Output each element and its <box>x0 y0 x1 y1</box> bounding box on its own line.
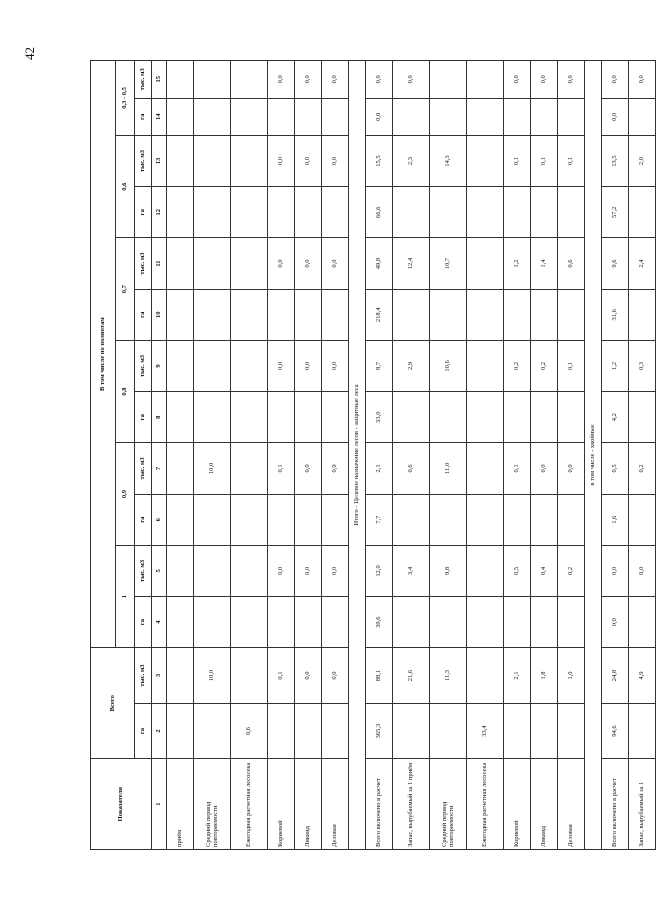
table-cell <box>295 597 322 648</box>
table-cell: 24,8 <box>602 648 629 704</box>
forest-calculation-table <box>90 60 656 850</box>
table-cell: 88,1 <box>366 648 393 704</box>
table-cell <box>467 648 504 704</box>
table-cell <box>393 392 430 443</box>
table-cell: 0,0 <box>322 238 349 289</box>
table-cell: 0,0 <box>268 61 295 99</box>
table-cell: 15,5 <box>366 135 393 186</box>
table-cell <box>322 289 349 340</box>
table-cell <box>322 494 349 545</box>
table-cell: 4,2 <box>602 392 629 443</box>
header-density-group: 0,9 <box>116 443 135 545</box>
table-row <box>231 61 268 850</box>
table-cell: 0,1 <box>531 135 558 186</box>
table-cell: 4,9 <box>629 648 656 704</box>
table-cell: 2,1 <box>504 648 531 704</box>
table-cell <box>231 98 268 135</box>
table-cell: 0,0 <box>629 61 656 99</box>
table-cell <box>504 392 531 443</box>
table-cell: 218,4 <box>366 289 393 340</box>
table-cell <box>167 135 194 186</box>
table-cell: 0,2 <box>629 443 656 494</box>
table-cell <box>504 289 531 340</box>
unit-thou-m3-header: тыс. м3 <box>135 61 152 99</box>
table-cell: 0,0 <box>295 648 322 704</box>
unit-thou-m3-header: тыс. м3 <box>135 443 152 494</box>
table-row <box>467 61 504 850</box>
table-cell <box>231 187 268 238</box>
table-cell <box>231 494 268 545</box>
column-number: 6 <box>152 494 167 545</box>
table-cell: 0,4 <box>531 545 558 596</box>
unit-ha-header: га <box>135 494 152 545</box>
header-density-group: 0,8 <box>116 340 135 442</box>
table-cell: 0,0 <box>393 61 430 99</box>
table-row <box>393 61 430 850</box>
table-cell: 13,5 <box>602 135 629 186</box>
table-cell: 0,1 <box>268 648 295 704</box>
table-row <box>558 61 585 850</box>
table-cell <box>231 289 268 340</box>
table-cell: 0,0 <box>295 238 322 289</box>
row-label: Всего включено в расчет <box>602 759 629 850</box>
column-number: 3 <box>152 648 167 704</box>
table-cell: 0,0 <box>295 443 322 494</box>
table-cell <box>167 597 194 648</box>
table-cell <box>167 703 194 759</box>
table-cell <box>393 98 430 135</box>
header-indicators: Показатели <box>91 759 152 850</box>
column-number: 1 <box>152 759 167 850</box>
table-cell: 0,0 <box>322 61 349 99</box>
table-cell: 21,6 <box>393 648 430 704</box>
table-cell <box>167 648 194 704</box>
table-cell: 0,0 <box>504 61 531 99</box>
table-cell <box>531 703 558 759</box>
table-cell: 14,3 <box>430 135 467 186</box>
table-cell <box>467 187 504 238</box>
section-row <box>585 61 602 850</box>
table-cell: 0,2 <box>558 545 585 596</box>
table-cell <box>194 289 231 340</box>
column-number: 13 <box>152 135 167 186</box>
table-cell <box>531 187 558 238</box>
table-cell: 11,3 <box>430 648 467 704</box>
unit-ha-header: га <box>135 703 152 759</box>
table-cell <box>231 597 268 648</box>
table-cell <box>167 238 194 289</box>
table-cell <box>322 703 349 759</box>
table-cell <box>194 61 231 99</box>
unit-ha-header: га <box>135 289 152 340</box>
table-cell: 0,0 <box>366 98 393 135</box>
column-number: 4 <box>152 597 167 648</box>
table-cell <box>558 494 585 545</box>
table-cell <box>430 98 467 135</box>
table-cell <box>231 238 268 289</box>
table-cell <box>430 289 467 340</box>
header-by-density: В том числе по полнотам <box>91 61 116 648</box>
table-cell: 31,6 <box>602 289 629 340</box>
table-cell <box>295 187 322 238</box>
table-cell: 0,3 <box>629 340 656 391</box>
table-cell: 0,2 <box>531 340 558 391</box>
row-label: Корневой <box>504 759 531 850</box>
table-cell <box>167 545 194 596</box>
table-cell: 2,1 <box>366 443 393 494</box>
table-cell <box>629 98 656 135</box>
table-cell: 0,0 <box>268 545 295 596</box>
table-cell <box>393 597 430 648</box>
table-cell: 0,0 <box>322 135 349 186</box>
header-density-group: 0,3 - 0,5 <box>116 61 135 136</box>
column-number: 10 <box>152 289 167 340</box>
row-label: Корневой <box>268 759 295 850</box>
table-cell <box>231 61 268 99</box>
section-title: Итого - Целевое назначение лесов - защитные леса <box>349 61 366 850</box>
header-density-group: 0,6 <box>116 135 135 237</box>
row-label: Деловая <box>322 759 349 850</box>
table-cell <box>194 545 231 596</box>
table-cell: 365,3 <box>366 703 393 759</box>
table-cell <box>295 289 322 340</box>
table-cell: 0,0 <box>531 61 558 99</box>
column-number: 5 <box>152 545 167 596</box>
table-cell <box>295 392 322 443</box>
table-cell: 0,0 <box>268 238 295 289</box>
table-cell <box>430 597 467 648</box>
unit-ha-header: га <box>135 187 152 238</box>
table-cell: 0,0 <box>602 597 629 648</box>
column-number: 7 <box>152 443 167 494</box>
table-cell <box>467 443 504 494</box>
row-label: Ежегодная расчетная лесосека <box>231 759 268 850</box>
table-cell: 0,0 <box>322 340 349 391</box>
table-cell <box>467 135 504 186</box>
table-cell: 0,0 <box>268 340 295 391</box>
table-cell <box>629 187 656 238</box>
table-cell <box>194 703 231 759</box>
table-cell: 0,0 <box>602 98 629 135</box>
row-label: приём <box>167 759 194 850</box>
table-cell <box>268 98 295 135</box>
page-number: 42 <box>22 47 37 60</box>
table-cell <box>231 545 268 596</box>
table-cell <box>467 597 504 648</box>
table-cell <box>268 703 295 759</box>
table-cell: 0,1 <box>268 443 295 494</box>
table-cell <box>231 443 268 494</box>
table-cell <box>231 135 268 186</box>
table-cell <box>629 597 656 648</box>
table-cell <box>467 494 504 545</box>
table-cell <box>430 703 467 759</box>
table-cell: 0,0 <box>629 545 656 596</box>
table-cell: 0,1 <box>504 135 531 186</box>
table-cell <box>504 703 531 759</box>
table-cell: 3,4 <box>393 545 430 596</box>
table-cell: 1,6 <box>602 494 629 545</box>
table-cell: 0,1 <box>558 135 585 186</box>
table-cell <box>531 392 558 443</box>
table-cell: 0,0 <box>366 61 393 99</box>
column-number: 12 <box>152 187 167 238</box>
table-cell <box>322 98 349 135</box>
table-cell <box>268 597 295 648</box>
table-cell <box>393 289 430 340</box>
table-cell <box>467 545 504 596</box>
table-cell <box>504 98 531 135</box>
table-cell: 0,0 <box>295 135 322 186</box>
table-cell <box>167 494 194 545</box>
table-cell <box>167 392 194 443</box>
table-cell: 0,0 <box>295 61 322 99</box>
table-row <box>194 61 231 850</box>
table-cell <box>629 392 656 443</box>
table-cell <box>167 340 194 391</box>
row-label: Ежегодная расчетная лесосека <box>467 759 504 850</box>
row-label: Запас, вырубаемый за 1 приём <box>393 759 430 850</box>
unit-thou-m3-header: тыс. м3 <box>135 648 152 704</box>
table-cell <box>430 187 467 238</box>
table-cell <box>558 703 585 759</box>
table-row <box>629 61 656 850</box>
table-cell: 0,0 <box>268 135 295 186</box>
table-cell <box>531 494 558 545</box>
table-cell: 0,0 <box>602 545 629 596</box>
table-cell <box>558 392 585 443</box>
table-cell <box>167 98 194 135</box>
table-cell <box>467 289 504 340</box>
table-cell: 9,8 <box>430 545 467 596</box>
header-density-group: 1 <box>116 545 135 647</box>
table-cell <box>322 597 349 648</box>
table-cell <box>194 98 231 135</box>
table-cell <box>167 289 194 340</box>
table-cell: 0,5 <box>504 545 531 596</box>
column-number: 14 <box>152 98 167 135</box>
table-cell <box>467 392 504 443</box>
table-cell: 0,5 <box>602 443 629 494</box>
table-cell <box>467 61 504 99</box>
table-cell <box>531 98 558 135</box>
table-cell <box>194 597 231 648</box>
table-cell: 11,0 <box>430 443 467 494</box>
table-cell <box>194 340 231 391</box>
table-cell <box>194 187 231 238</box>
table-cell: 0,0 <box>322 648 349 704</box>
column-number: 11 <box>152 238 167 289</box>
table-cell <box>629 703 656 759</box>
table-cell <box>531 597 558 648</box>
table-row <box>602 61 629 850</box>
table-cell: 10,7 <box>430 238 467 289</box>
header-total: Всего <box>91 648 135 759</box>
table-cell: 94,6 <box>602 703 629 759</box>
table-row <box>322 61 349 850</box>
table-cell: 49,8 <box>366 238 393 289</box>
table-cell: 1,4 <box>531 238 558 289</box>
table-cell <box>393 494 430 545</box>
section-title: в том числе - хвойные <box>585 61 602 850</box>
table-cell: 0,6 <box>231 703 268 759</box>
table-cell: 2,0 <box>629 135 656 186</box>
table-cell <box>322 392 349 443</box>
table-cell: 0,0 <box>558 443 585 494</box>
table-cell: 2,9 <box>393 340 430 391</box>
table-cell: 2,3 <box>393 135 430 186</box>
table-cell: 0,0 <box>531 443 558 494</box>
table-row <box>167 61 194 850</box>
table-cell <box>268 187 295 238</box>
rotated-table-container <box>90 60 646 850</box>
table-cell: 1,2 <box>504 238 531 289</box>
table-cell: 12,0 <box>366 545 393 596</box>
table-cell <box>430 494 467 545</box>
table-cell <box>231 392 268 443</box>
column-number: 8 <box>152 392 167 443</box>
table-cell: 0,6 <box>393 443 430 494</box>
table-row <box>531 61 558 850</box>
table-row <box>295 61 322 850</box>
table-cell <box>558 187 585 238</box>
table-cell: 8,7 <box>366 340 393 391</box>
table-cell <box>167 187 194 238</box>
table-cell: 1,2 <box>602 340 629 391</box>
table-cell <box>167 443 194 494</box>
table-cell: 0,2 <box>504 340 531 391</box>
table-cell: 0,0 <box>558 61 585 99</box>
row-label: Всего включено в расчет <box>366 759 393 850</box>
table-cell: 10,0 <box>194 648 231 704</box>
table-cell <box>558 597 585 648</box>
table-cell <box>194 135 231 186</box>
table-cell <box>231 648 268 704</box>
column-number: 2 <box>152 703 167 759</box>
table-cell: 0,0 <box>295 340 322 391</box>
table-cell: 12,4 <box>393 238 430 289</box>
row-label: Деловая <box>558 759 585 850</box>
table-cell <box>430 61 467 99</box>
unit-ha-header: га <box>135 98 152 135</box>
table-cell <box>268 494 295 545</box>
table-cell <box>295 98 322 135</box>
table-cell <box>467 98 504 135</box>
unit-thou-m3-header: тыс. м3 <box>135 238 152 289</box>
column-number: 9 <box>152 340 167 391</box>
table-cell <box>295 494 322 545</box>
table-cell <box>268 289 295 340</box>
table-cell: 57,2 <box>602 187 629 238</box>
table-cell: 39,6 <box>366 597 393 648</box>
table-cell <box>194 494 231 545</box>
table-cell <box>504 187 531 238</box>
table-cell <box>531 289 558 340</box>
table-cell <box>393 187 430 238</box>
unit-thou-m3-header: тыс. м3 <box>135 135 152 186</box>
table-row <box>268 61 295 850</box>
table-cell: 10,6 <box>430 340 467 391</box>
table-cell <box>558 98 585 135</box>
table-cell: 0,1 <box>504 443 531 494</box>
unit-ha-header: га <box>135 392 152 443</box>
row-label: Запас, вырубаемый за 1 <box>629 759 656 850</box>
table-cell <box>629 289 656 340</box>
table-cell: 0,0 <box>322 443 349 494</box>
table-cell <box>504 494 531 545</box>
table-row <box>366 61 393 850</box>
table-cell <box>504 597 531 648</box>
table-cell <box>268 392 295 443</box>
table-cell <box>629 494 656 545</box>
table-cell: 7,7 <box>366 494 393 545</box>
table-cell <box>467 340 504 391</box>
table-cell: 1,0 <box>558 648 585 704</box>
table-cell: 0,0 <box>322 545 349 596</box>
header-density-group: 0,7 <box>116 238 135 340</box>
table-cell: 0,0 <box>295 545 322 596</box>
table-cell <box>467 238 504 289</box>
table-cell <box>194 392 231 443</box>
table-row <box>504 61 531 850</box>
table-cell: 9,6 <box>602 238 629 289</box>
table-cell: 1,8 <box>531 648 558 704</box>
table-cell <box>558 289 585 340</box>
table-cell <box>393 703 430 759</box>
unit-ha-header: га <box>135 597 152 648</box>
unit-thou-m3-header: тыс. м3 <box>135 340 152 391</box>
table-cell: 10,0 <box>194 443 231 494</box>
table-cell: 0,1 <box>558 340 585 391</box>
unit-thou-m3-header: тыс. м3 <box>135 545 152 596</box>
row-label: Средний период повторяемости <box>194 759 231 850</box>
table-cell: 33,4 <box>467 703 504 759</box>
column-number: 15 <box>152 61 167 99</box>
table-cell <box>322 187 349 238</box>
table-cell <box>194 238 231 289</box>
table-cell: 0,0 <box>602 61 629 99</box>
table-cell <box>430 392 467 443</box>
table-cell: 0,6 <box>558 238 585 289</box>
row-label: Средний период повторяемости <box>430 759 467 850</box>
table-cell: 2,4 <box>629 238 656 289</box>
table-cell: 66,6 <box>366 187 393 238</box>
table-cell: 33,0 <box>366 392 393 443</box>
table-cell <box>231 340 268 391</box>
table-cell <box>167 61 194 99</box>
table-cell <box>295 703 322 759</box>
section-row <box>349 61 366 850</box>
row-label: Ликвид <box>295 759 322 850</box>
row-label: Ликвид <box>531 759 558 850</box>
table-row <box>430 61 467 850</box>
